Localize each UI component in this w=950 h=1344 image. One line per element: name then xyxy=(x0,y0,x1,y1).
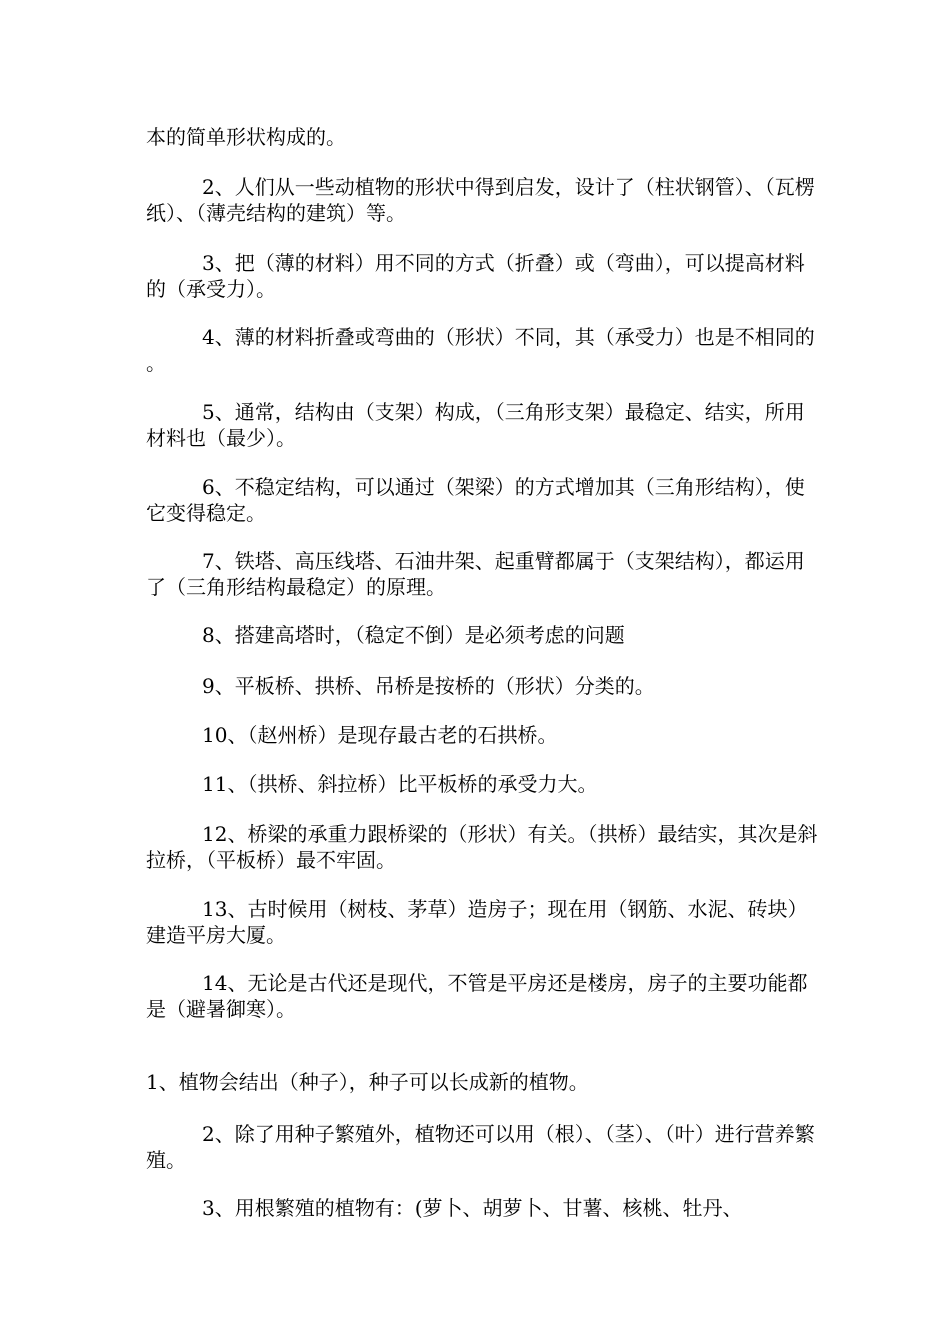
item-13-structures: 13、古时候用（树枝、茅草）造房子；现在用（钢筋、水泥、砖块）建造平房大厦。 xyxy=(146,897,808,947)
item-14-structures: 14、无论是古代还是现代，不管是平房还是楼房，房子的主要功能都是（避暑御寒）。 xyxy=(146,971,808,1021)
item-7-structures: 7、铁塔、高压线塔、石油井架、起重臂都属于（支架结构），都运用了（三角形结构最稳定）的原理。 xyxy=(146,549,805,599)
item-9-structures: 9、平板桥、拱桥、吊桥是按桥的（形状）分类的。 xyxy=(202,674,655,698)
item-4-structures: 4、薄的材料折叠或弯曲的（形状）不同，其（承受力）也是不相同的。 xyxy=(146,325,815,375)
item-12-structures: 12、桥梁的承重力跟桥梁的（形状）有关。（拱桥）最结实，其次是斜拉桥，（平板桥）最不牢固。 xyxy=(146,822,818,872)
item-10-structures: 10、（赵州桥）是现存最古老的石拱桥。 xyxy=(202,723,558,747)
item-2-plants: 2、除了用种子繁殖外，植物还可以用（根）、（茎）、（叶）进行营养繁殖。 xyxy=(146,1122,815,1172)
item-8-structures: 8、搭建高塔时，（稳定不倒）是必须考虑的问题 xyxy=(202,623,625,647)
item-3-structures: 3、把（薄的材料）用不同的方式（折叠）或（弯曲），可以提高材料的（承受力）。 xyxy=(146,251,805,301)
item-5-structures: 5、通常，结构由（支架）构成，（三角形支架）最稳定、结实，所用材料也（最少）。 xyxy=(146,400,805,450)
item-2-structures: 2、人们从一些动植物的形状中得到启发，设计了（柱状钢管）、（瓦楞纸）、（薄壳结构的建筑）等。 xyxy=(146,175,815,225)
item-3-plants: 3、用根繁殖的植物有：(萝卜、胡萝卜、甘薯、核桃、牡丹、 xyxy=(202,1196,743,1220)
item-1-plants: 1、植物会结出（种子），种子可以长成新的植物。 xyxy=(146,1070,589,1094)
continuation-line: 本的简单形状构成的。 xyxy=(146,125,346,149)
item-11-structures: 11、（拱桥、斜拉桥）比平板桥的承受力大。 xyxy=(202,772,598,796)
item-6-structures: 6、不稳定结构，可以通过（架梁）的方式增加其（三角形结构），使它变得稳定。 xyxy=(146,475,805,525)
